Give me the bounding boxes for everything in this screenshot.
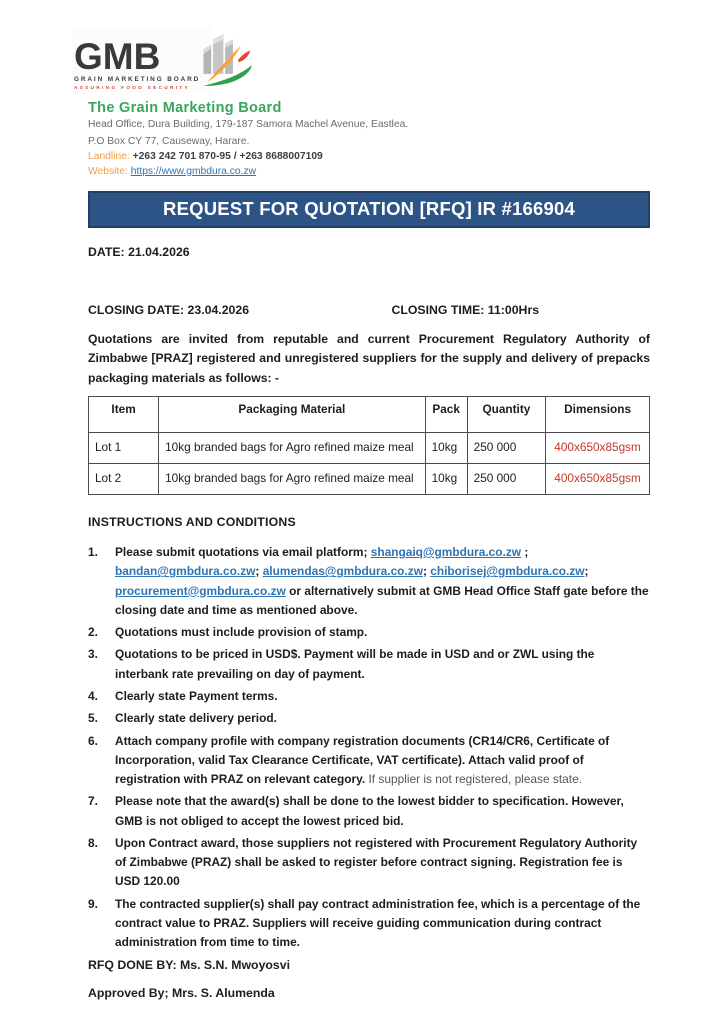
- item-text: Quotations to be priced in USD$. Payment will be made in USD and or ZWL using the interbank rate prevailing on day of payment.: [115, 647, 595, 681]
- item-number: 5.: [88, 711, 98, 726]
- gmb-logo-tagline: ASSURING FOOD SECURITY: [74, 85, 191, 90]
- list-item-2: [88, 623, 650, 642]
- cell-material: 10kg branded bags for Agro refined maize meal: [159, 463, 425, 494]
- item1-sep: ;: [255, 564, 263, 579]
- list-item-5: [88, 709, 650, 728]
- address-line-1: Head Office, Dura Building, 179-187 Samora Machel Avenue, Eastlea.: [88, 119, 409, 130]
- gmb-logo-name: GRAIN MARKETING BOARD: [74, 76, 201, 83]
- rfq-title-bar: REQUEST FOR QUOTATION [RFQ] IR #166904: [88, 191, 650, 228]
- cell-dimensions: 400x650x85gsm: [546, 432, 650, 463]
- email-link-procurement[interactable]: procurement@gmbdura.co.zw: [115, 583, 286, 598]
- item-text: The contracted supplier(s) shall pay contract administration fee, which is a percentage of the contract value to PRAZ. Suppliers will receive guiding communication during contract administration from time to time.: [115, 896, 641, 950]
- list-item-6: [88, 732, 650, 790]
- item1-tail: or alternatively submit at GMB Head Office Staff gate before the closing date and time as mentioned above.: [115, 583, 649, 617]
- rfq-done-by: RFQ DONE BY: Ms. S.N. Mwoyosvi: [88, 957, 291, 972]
- item6-normal-text: If supplier is not registered, please state.: [365, 772, 582, 787]
- item6-bold-text: Attach company profile with company registration documents (CR14/CR6, Certificate of Incorporation, valid Tax Clearance Certificate, VAT certificate). Attach valid proof of registration with PRAZ on relevant category.: [115, 733, 610, 787]
- gmb-silos-icon: [200, 30, 252, 90]
- closing-date: CLOSING DATE: 23.04.2026: [88, 302, 250, 317]
- website-link[interactable]: https://www.gmbdura.co.zw: [130, 165, 257, 177]
- item-number: 6.: [88, 733, 98, 748]
- item-text: Upon Contract award, those suppliers not registered with Procurement Regulatory Authority of Zimbabwe (PRAZ) shall be asked to register before contract signing. Registration fee is USD 120.00: [115, 835, 638, 889]
- landline-label: Landline:: [88, 150, 130, 162]
- cell-dimensions: 400x650x85gsm: [546, 463, 650, 494]
- item-number: 2.: [88, 625, 98, 640]
- header-quantity: Quantity: [467, 396, 546, 432]
- item-number: 9.: [88, 896, 98, 911]
- item-number: 7.: [88, 794, 98, 809]
- landline-line: [88, 150, 650, 165]
- item-number: 3.: [88, 647, 98, 662]
- item-text: Clearly state Payment terms.: [115, 688, 278, 703]
- item1-sep: ;: [584, 564, 589, 579]
- rfq-date: DATE: 21.04.2026: [88, 244, 190, 259]
- email-link-alumendas[interactable]: alumendas@gmbdura.co.zw: [262, 564, 423, 579]
- cell-pack: 10kg: [425, 463, 467, 494]
- item1-lead: Please submit quotations via email platform;: [115, 544, 371, 559]
- cell-quantity: 250 000: [467, 463, 546, 494]
- email-link-shangaiq[interactable]: shangaiq@gmbdura.co.zw: [370, 544, 522, 559]
- header-dimensions: Dimensions: [546, 396, 650, 432]
- list-item-8: [88, 834, 650, 892]
- instructions-heading: INSTRUCTIONS AND CONDITIONS: [88, 514, 296, 529]
- cell-item: Lot 1: [89, 432, 159, 463]
- instructions-list: [88, 543, 650, 953]
- closing-row: [88, 303, 650, 317]
- list-item-3: [88, 645, 650, 684]
- item-number: 4.: [88, 688, 98, 703]
- item-number: 8.: [88, 835, 98, 850]
- item1-sep: ;: [422, 564, 431, 579]
- list-item-4: [88, 687, 650, 706]
- website-line: [88, 165, 650, 180]
- item-text: Please note that the award(s) shall be done to the lowest bidder to specification. However, GMB is not obliged to accept the lowest priced bid.: [115, 794, 624, 828]
- item-text: [115, 543, 650, 620]
- item1-sep: ;: [521, 544, 529, 559]
- cell-material: 10kg branded bags for Agro refined maize meal: [159, 432, 425, 463]
- cell-item: Lot 2: [89, 463, 159, 494]
- landline-value: +263 242 701 870-95 / +263 8688007109: [132, 150, 323, 162]
- intro-paragraph: Quotations are invited from reputable and current Procurement Regulatory Authority of Zimbabwe [PRAZ] registered and unregistered suppliers for the supply and delivery of prepacks packaging materials as follows: -: [88, 331, 650, 386]
- table-row: [89, 432, 650, 463]
- header-packaging-material: Packaging Material: [159, 396, 425, 432]
- item-text: Quotations must include provision of stamp.: [115, 625, 368, 640]
- cell-quantity: 250 000: [467, 432, 546, 463]
- org-name: The Grain Marketing Board: [88, 100, 282, 116]
- item-number: 1.: [88, 544, 98, 559]
- approved-by: Approved By; Mrs. S. Alumenda: [88, 985, 275, 1000]
- gmb-logo-text: [74, 35, 201, 90]
- website-label: Website:: [88, 165, 128, 177]
- gmb-logo-acronym: GMB: [74, 35, 161, 77]
- header-pack: Pack: [425, 396, 467, 432]
- closing-time: CLOSING TIME: 11:00Hrs: [391, 302, 540, 317]
- gmb-logo: [72, 26, 212, 94]
- item-text: [115, 732, 650, 790]
- table-row: [89, 463, 650, 494]
- list-item-7: [88, 792, 650, 831]
- list-item-1: [88, 543, 650, 620]
- address-line-2: P.O Box CY 77, Causeway, Harare.: [88, 135, 250, 147]
- items-table: [88, 396, 650, 495]
- email-link-bandan[interactable]: bandan@gmbdura.co.zw: [115, 564, 256, 579]
- cell-pack: 10kg: [425, 432, 467, 463]
- table-header-row: [89, 396, 650, 432]
- list-item-9: [88, 895, 650, 953]
- item-text: Clearly state delivery period.: [115, 711, 277, 726]
- header-item: Item: [89, 396, 159, 432]
- email-link-chiborisej[interactable]: chiborisej@gmbdura.co.zw: [430, 564, 585, 579]
